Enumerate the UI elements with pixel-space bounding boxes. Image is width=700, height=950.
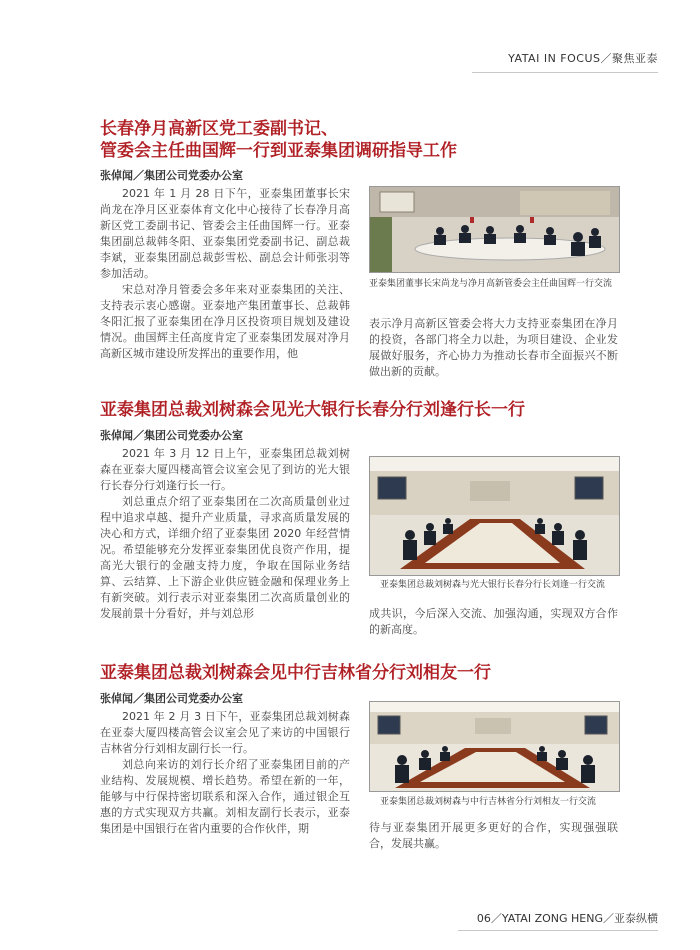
article-1-body-right: [369, 316, 618, 380]
footer-rule: [458, 930, 658, 931]
article-2-paragraph-1: 2021 年 3 月 12 日上午，亚泰集团总裁刘树森在亚泰大厦四楼高管会议室会见了到访的光大银行长春分行刘逢行长一行。: [100, 447, 350, 492]
article-2-body-right: [369, 606, 618, 638]
article-1-photo-caption: 亚泰集团董事长宋尚龙与净月高新管委会主任曲国辉一行交流: [369, 279, 613, 289]
article-2-paragraph-3: 成共识，今后深入交流、加强沟通，实现双方合作的新高度。: [369, 607, 618, 636]
article-2-photo-caption: 亚泰集团总裁刘树森与光大银行长春分行长刘逢一行交流: [380, 580, 606, 590]
article-2-photo: [369, 456, 620, 576]
article-1-body-left: [100, 186, 350, 362]
page-footer: 06／YATAI ZONG HENG／亚泰纵横: [476, 912, 658, 925]
article-1-author: 张倬闻／集团公司党委办公室: [100, 169, 243, 182]
article-2-title: 亚泰集团总裁刘树森会见光大银行长春分行刘逢行长一行: [100, 400, 525, 420]
article-2-paragraph-2: 刘总重点介绍了亚泰集团在二次高质量创业过程中追求卓越、提升产业质量，寻求高质量发展的决心和方式，详细介绍了亚泰集团 2020 年经营情况。希望能够充分发挥亚泰集团优良资产作用，提高光大银行的金融支持力度，争取在国际业务结算、云结算、上下游企业供应链金融和保理业务上有新突破。刘行表示对亚泰集团二次高质量创业的发展前景十分看好，并与刘总形: [100, 495, 350, 620]
article-3-author: 张倬闻／集团公司党委办公室: [100, 692, 243, 705]
article-3-paragraph-2: 刘总向来访的刘行长介绍了亚泰集团目前的产业结构、发展规模、增长趋势。希望在新的一年，能够与中行保持密切联系和深入合作，通过银企互惠的方式实现双方共赢。刘相友副行长表示，亚泰集团是中国银行在省内重要的合作伙伴，期: [100, 758, 350, 835]
article-1-photo: [369, 186, 620, 273]
article-3-paragraph-3: 待与亚泰集团开展更多更好的合作，实现强强联合，发展共赢。: [369, 821, 618, 850]
article-1-paragraph-2: 宋总对净月管委会多年来对亚泰集团的关注、支持表示衷心感谢。亚泰地产集团董事长、总裁韩冬阳汇报了亚泰集团在净月区投资项目规划及建设情况。曲国辉主任高度肯定了亚泰集团发展对净月高新区城市建设所发挥出的重要作用，他: [100, 283, 350, 360]
article-2-body-left: [100, 446, 350, 622]
article-1-paragraph-1: 2021 年 1 月 28 日下午，亚泰集团董事长宋尚龙在净月区亚泰体育文化中心接待了长春净月高新区党工委副书记、管委会主任曲国辉一行。亚泰集团副总裁韩冬阳、亚泰集团党委副书记、副总裁李斌，亚泰集团副总裁彭雪松、副总会计师张羽等参加活动。: [100, 187, 350, 280]
article-2-author: 张倬闻／集团公司党委办公室: [100, 429, 243, 442]
article-1-title-line-1: 长春净月高新区党工委副书记、: [100, 119, 338, 139]
article-3-body-left: [100, 709, 350, 837]
article-3-paragraph-1: 2021 年 2 月 3 日下午，亚泰集团总裁刘树森在亚泰大厦四楼高管会议室会见了来访的中国银行吉林省分行刘相友副行长一行。: [100, 710, 350, 755]
article-3-photo-caption: 亚泰集团总裁刘树森与中行吉林省分行刘相友一行交流: [380, 797, 597, 807]
article-3-title: 亚泰集团总裁刘树森会见中行吉林省分行刘相友一行: [100, 663, 491, 683]
article-1-title-line-2: 管委会主任曲国辉一行到亚泰集团调研指导工作: [100, 141, 457, 161]
article-3-body-right: [369, 820, 618, 852]
article-3-photo: [369, 701, 620, 792]
article-1-paragraph-3: 表示净月高新区管委会将大力支持亚泰集团在净月的投资，各部门将全力以赴，为项目建设、企业发展做好服务，齐心协力为推动长春市全面振兴不断做出新的贡献。: [369, 317, 618, 378]
page-header: YATAI IN FOCUS／聚焦亚泰: [508, 52, 658, 65]
header-rule: [472, 72, 658, 73]
